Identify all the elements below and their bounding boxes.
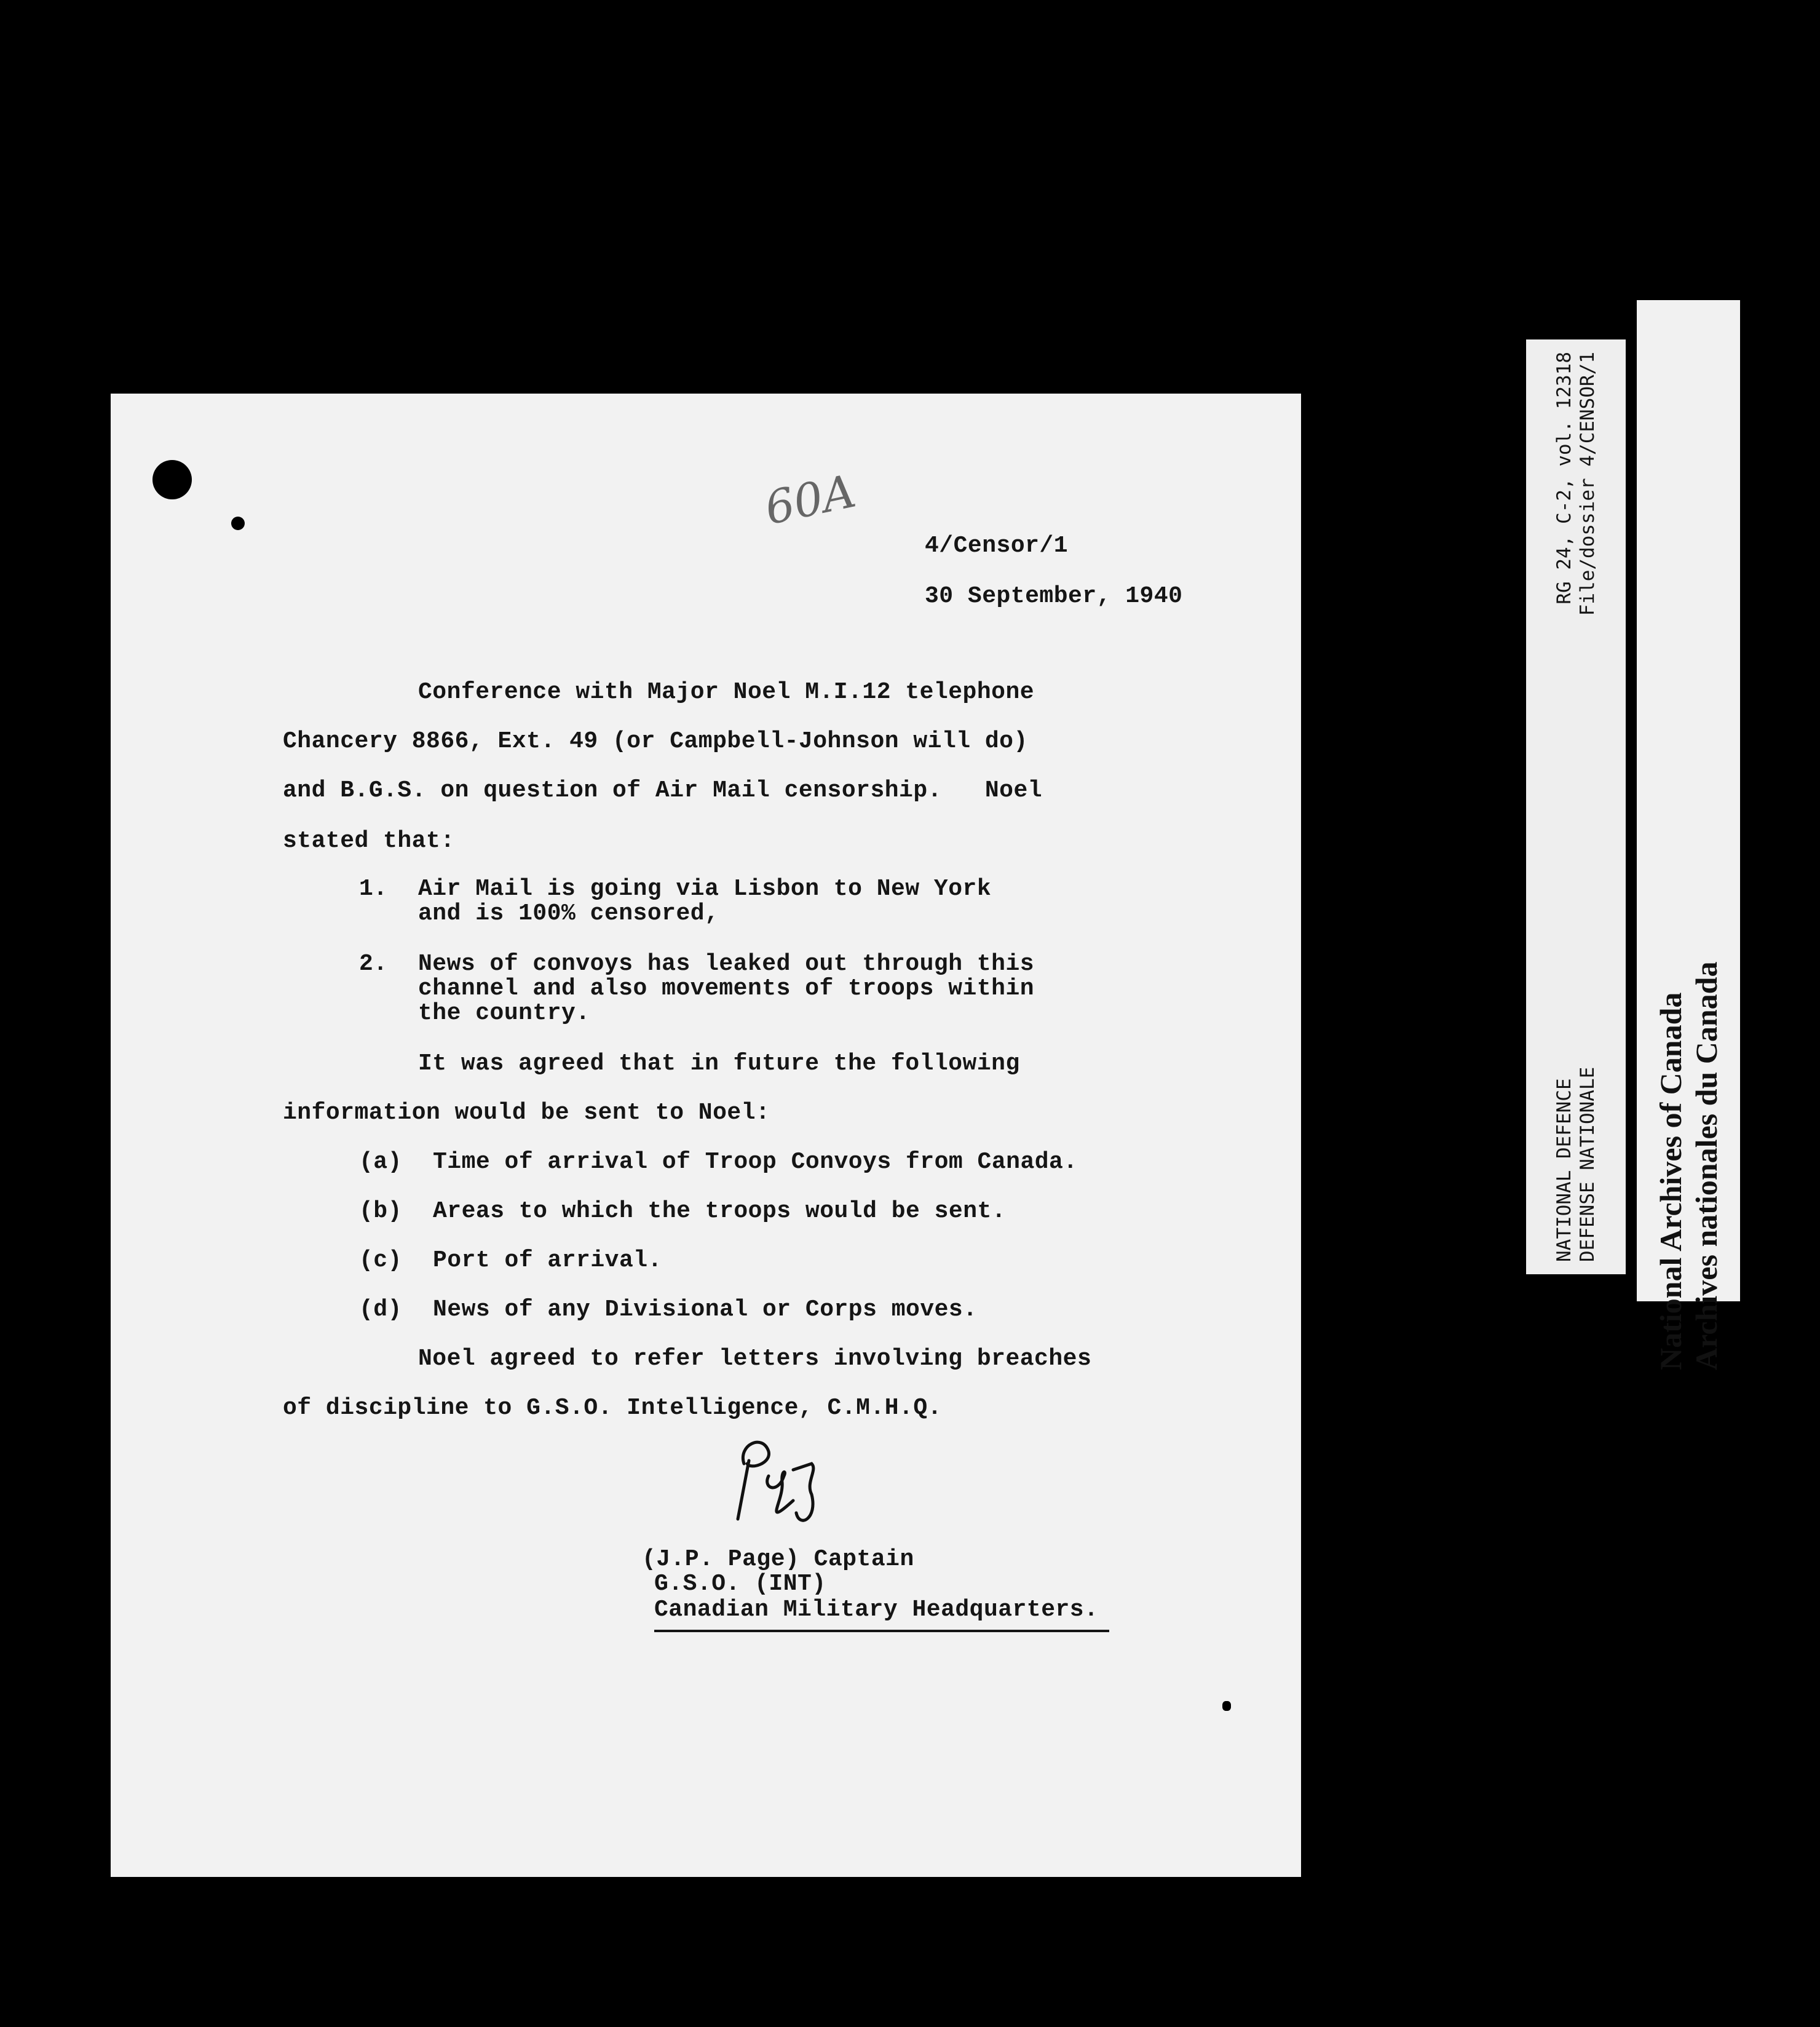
handwritten-signature xyxy=(726,1427,849,1531)
document-date: 30 September, 1940 xyxy=(925,583,1183,609)
punch-hole-small xyxy=(231,517,245,530)
paragraph-line: It was agreed that in future the following xyxy=(418,1050,1020,1077)
archive-name-fr: Archives nationales du Canada xyxy=(1689,961,1723,1370)
archive-reference-label xyxy=(1526,339,1626,1274)
list-letter: (b) xyxy=(359,1198,402,1224)
handwritten-folio-number: 60A xyxy=(760,464,860,536)
paragraph-line: stated that: xyxy=(283,828,455,854)
list-item-line: News of convoys has leaked out through this xyxy=(418,951,1035,977)
list-item-line: Air Mail is going via Lisbon to New York xyxy=(418,876,992,902)
paragraph-line: of discipline to G.S.O. Intelligence, C.M.H.Q. xyxy=(283,1395,942,1421)
document-page xyxy=(111,394,1301,1877)
paragraph-line: Conference with Major Noel M.I.12 telephone xyxy=(418,679,1035,705)
archive-record-group: RG 24, C-2, vol. 12318 xyxy=(1553,352,1575,605)
list-item-text: Areas to which the troops would be sent. xyxy=(433,1198,1007,1224)
archive-file-number: File/dossier 4/CENSOR/1 xyxy=(1577,352,1599,616)
list-number: 2. xyxy=(359,951,388,977)
paragraph-line: Noel agreed to refer letters involving breaches xyxy=(418,1346,1092,1372)
paragraph-line: information would be sent to Noel: xyxy=(283,1100,770,1126)
archive-dept-en: NATIONAL DEFENCE xyxy=(1553,1078,1575,1262)
file-reference: 4/Censor/1 xyxy=(925,533,1069,559)
signatory-name: (J.P. Page) Captain xyxy=(642,1546,914,1573)
list-letter: (d) xyxy=(359,1296,402,1323)
paragraph-line: Chancery 8866, Ext. 49 (or Campbell-Johnson will do) xyxy=(283,728,1028,755)
signatory-organization: Canadian Military Headquarters. xyxy=(654,1597,1099,1623)
ink-speck xyxy=(1222,1701,1231,1711)
list-number: 1. xyxy=(359,876,388,902)
list-item-line: the country. xyxy=(418,1000,590,1026)
list-item-text: News of any Divisional or Corps moves. xyxy=(433,1296,978,1323)
archive-dept-fr: DEFENSE NATIONALE xyxy=(1577,1066,1599,1262)
list-letter: (a) xyxy=(359,1149,402,1175)
signatory-title: G.S.O. (INT) xyxy=(654,1571,826,1597)
list-item-text: Port of arrival. xyxy=(433,1247,662,1274)
list-item-line: channel and also movements of troops within xyxy=(418,975,1035,1002)
list-letter: (c) xyxy=(359,1247,402,1274)
signature-underline xyxy=(654,1630,1109,1632)
punch-hole xyxy=(152,460,192,499)
paragraph-line: and B.G.S. on question of Air Mail censorship. Noel xyxy=(283,777,1043,804)
archive-institution-label xyxy=(1637,300,1740,1370)
archive-name-en: National Archives of Canada xyxy=(1653,992,1688,1370)
list-item-line: and is 100% censored, xyxy=(418,900,719,927)
list-item-text: Time of arrival of Troop Convoys from Canada. xyxy=(433,1149,1078,1175)
